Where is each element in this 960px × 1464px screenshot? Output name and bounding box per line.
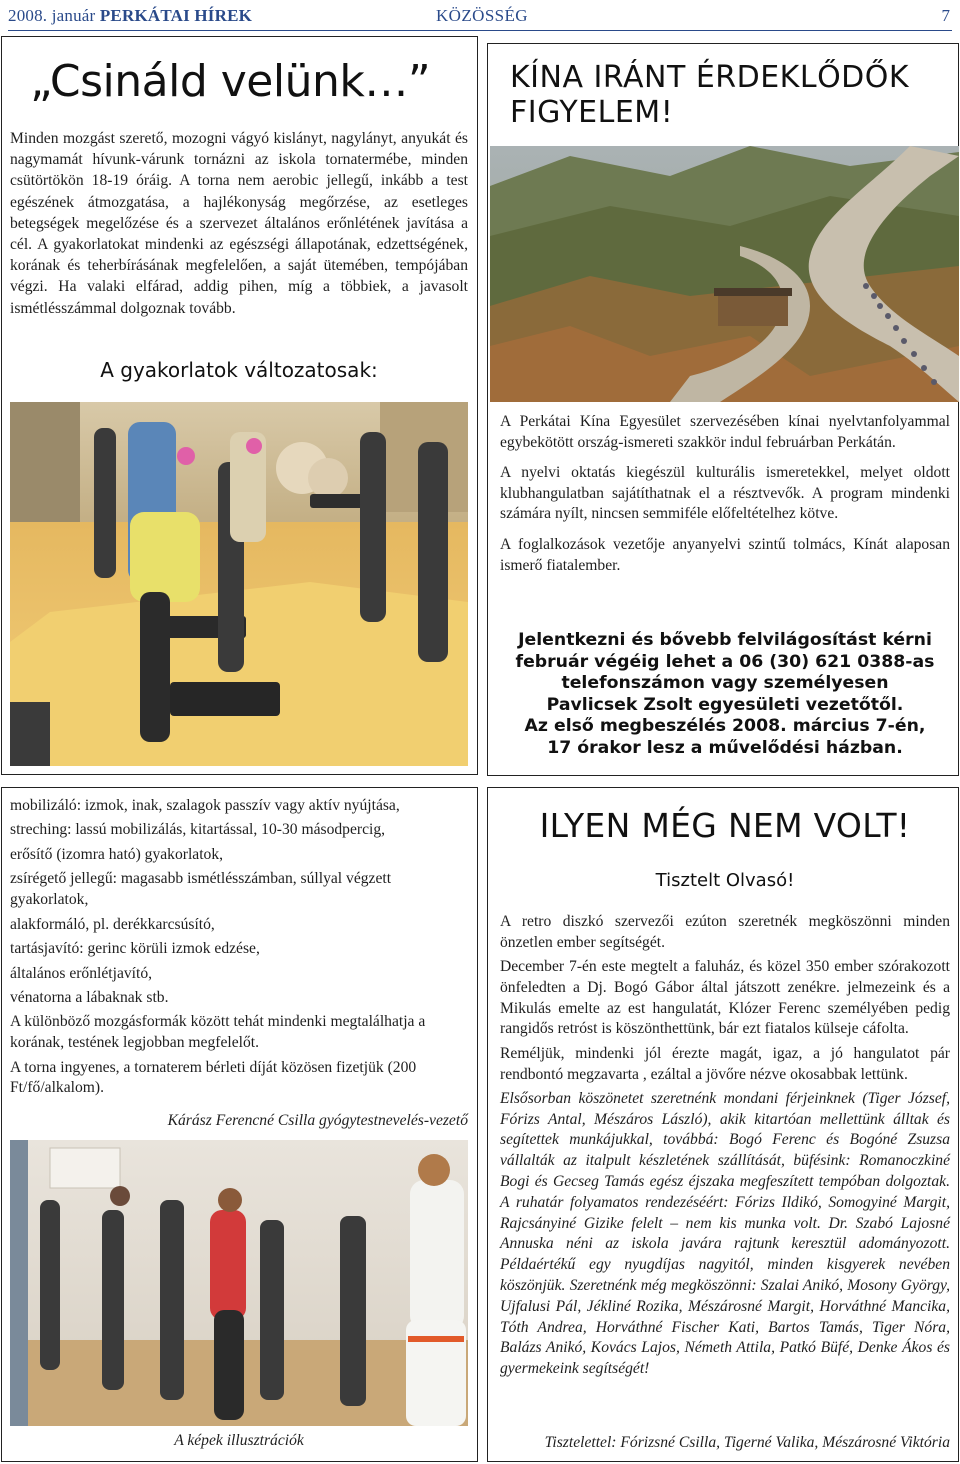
header-page-number: 7	[941, 6, 950, 25]
china-paragraph-2: A nyelvi oktatás kiegészül kulturális ismeretekkel, melyet oldott klubhangulatban sajátíthatnak el a résztvevők. A program mindenki számára nyílt, nincsen semmiféle előfeltételhez kötve.	[500, 464, 950, 523]
header-date: 2008. január	[8, 6, 96, 25]
china-contact-line-3: telefonszámon vagy személyesen	[561, 673, 889, 694]
aerobic-signature: Kárász Ferencné Csilla gyógytestnevelés-vezető	[167, 1112, 468, 1129]
list-item: vénatorna a lábaknak stb.	[10, 988, 169, 1006]
list-item: tartásjavító: gerinc körüli izmok edzése,	[10, 940, 260, 958]
list-item: alakformáló, pl. derékkarcsúsító,	[10, 915, 215, 933]
aerobic-photo-caption: A képek illusztrációk	[174, 1432, 304, 1449]
list-item: A torna ingyenes, a tornaterem bérleti díját közösen fizetjük (200 Ft/fő/alkalom).	[10, 1058, 417, 1097]
aerobic-exercise-list	[10, 796, 468, 1103]
aerobic-intro: Minden mozgást szerető, mozogni vágyó kislányt, nagylányt, anyukát és nagymamát hívunk-várunk tornázni az iskola tornatermébe, minden csütörtökön 18-19 óráig. A torna nem aerobic jellegű, inkább a test egészének átmozgatása, a hajlékonyság megőrzése, az esetleges betegségek megelőzése és a szervezet általános erőnlétének javítása a cél. A gyakorlatokat mindenki az egészségi állapotának, edzettségének, korának és teherbírásának megfelelően, a saját ütemében, tempójában végzi. Ha valaki elfárad, addig pihen, míg a többiek, a javasolt ismétlésszámmal dolgoznak tovább.	[10, 130, 468, 317]
header-section: KÖZÖSSÉG	[436, 6, 528, 25]
page-header	[0, 0, 960, 36]
header-rule	[8, 30, 952, 31]
disco-paragraph-2: December 7-én este megtelt a faluház, és közel 350 ember szórakozott önfeledten a Dj. Bogó Gábor által játszott zenékre. jelmezeink és a Mikulás emelte az est hangulatát, Klózer Ferenc személyében pedig rangidős retróst is köszönthettünk, bár ezt fiatalos külseje cáfolta.	[500, 958, 950, 1038]
great-wall-photo	[490, 146, 959, 402]
list-item: A különböző mozgásformák között tehát mindenki megtalálhatja a korának, testének legjobban megfelelőt.	[10, 1013, 426, 1052]
disco-paragraph-3: Reméljük, mindenki jól érezte magát, igaz, a jó hangulatot pár rendbontó megzavarta , ezáltal a jövőre nézve okosabbak lettünk.	[500, 1044, 950, 1083]
disco-thanks: Elsősorban köszönetet szeretnénk mondani férjeinknek (Tiger József, Fórizs Antal, Mészáros László), akik kitartóan mellettünk álltak és segítettek munkájukkal, továbbá: Bogó Ferenc és Bogóné Zsuzsa vállalták az italpult készletének szállítását, büfésink: Romanoczkiné Bogi és Gecseg Tamás egész éjszaka megfeszített tempóban dolgoztak. A ruhatár folyamatos rendezéséért: Fórizs Ildikó, Somogyiné Margit, Rajcsányiné Gizike felelt – nem kis munka volt. Dr. Szabó Lajosné Annuska néni az iskola javára rajtunk keresztül adományozott. Példaértékű egy nyugdíjas nagyitól, minden kisgyerek nevében köszönjük. Szeretnénk még megköszönni: Szalai Anikó, Mosony György, Ujfalusi Pál, Jékliné Rozika, Mészárosné Margit, Horváthné Mancika, Tóth Andrea, Horváthné Fischer Kati, Bartos Tamás, Tiger Nóra, Balázs Anikó, Kovács Lajos, Németh Attila, Patkó Büfé, Denke Ákos és gyermekeink segítségét!	[500, 1089, 950, 1378]
header-issue	[8, 6, 252, 26]
list-item: általános erőnlétjavító,	[10, 964, 153, 982]
china-contact-line-2: február végéig lehet a 06 (30) 621 0388-as	[515, 651, 935, 672]
aerobic-subheading: A gyakorlatok változatosak:	[100, 358, 378, 382]
china-contact-line-1: Jelentkezni és bővebb felvilágosítást kérni	[518, 630, 932, 650]
disco-greeting: Tisztelt Olvasó!	[655, 870, 795, 891]
china-contact-line-6: 17 órakor lesz a művelődési házban.	[547, 737, 903, 758]
china-contact	[500, 630, 950, 760]
aerobic-photo-steps	[10, 402, 468, 766]
header-publication: PERKÁTAI HÍREK	[99, 6, 253, 25]
list-item: mobilizáló: izmok, inak, szalagok passzív vagy aktív nyújtása,	[10, 797, 400, 814]
china-contact-line-4: Pavlicsek Zsolt egyesületi vezetőtől.	[546, 694, 904, 715]
list-item: zsírégető jellegű: magasabb ismétlésszámban, súllyal végzett gyakorlatok,	[10, 870, 392, 909]
aerobic-photo-dumbbells	[10, 1140, 468, 1426]
disco-body	[500, 912, 950, 1384]
china-title: KÍNA IRÁNT ÉRDEKLŐDŐK FIGYELEM!	[510, 60, 910, 130]
disco-title: ILYEN MÉG NEM VOLT!	[539, 806, 911, 845]
china-paragraph-3: A foglalkozások vezetője anyanyelvi szintű tolmács, Kínát alaposan ismerő fiatalember.	[500, 535, 950, 574]
list-item: erősítő (izomra ható) gyakorlatok,	[10, 845, 224, 863]
china-contact-line-5: Az első megbeszélés 2008. március 7-én,	[524, 716, 926, 737]
china-body	[500, 412, 950, 586]
disco-signature: Tisztelettel: Fórizsné Csilla, Tigerné Valika, Mészárosné Viktória	[544, 1434, 950, 1451]
aerobic-title: „Csináld velünk…”	[30, 56, 431, 107]
china-paragraph-1: A Perkátai Kína Egyesület szervezésében kínai nyelvtanfolyammal egybekötött ország-ismereti szakkör indul februárban Perkátán.	[500, 413, 950, 451]
disco-paragraph-1: A retro diszkó szervezői ezúton szeretnék megköszönni minden önzetlen ember segítségét.	[500, 913, 950, 951]
list-item: streching: lassú mobilizálás, kitartással, 10-30 másodpercig,	[10, 821, 386, 839]
